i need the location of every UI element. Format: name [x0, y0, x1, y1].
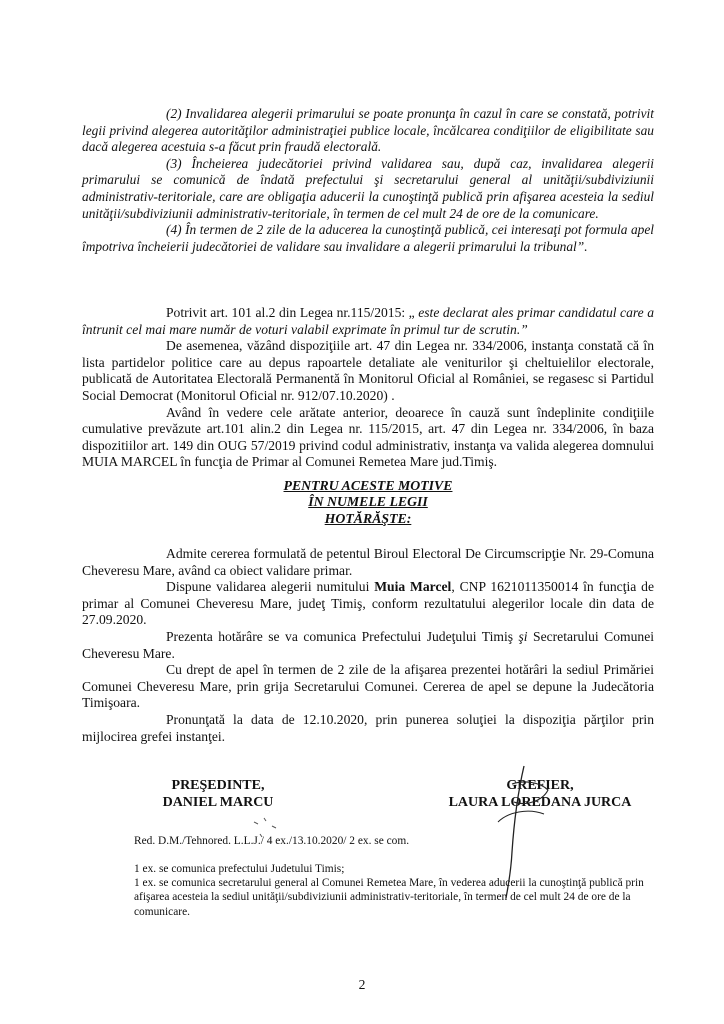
motives-heading: [82, 478, 654, 527]
potrivit-quote: este declarat ales primar candidatul care a întrunit cel mai mare număr de voturi valabil exprimate în primul tur de scrutin.”: [82, 305, 654, 337]
potrivit-paragraph: [82, 305, 654, 338]
decision-paragraphs: [82, 546, 654, 745]
dispune-name: Muia Marcel: [374, 579, 452, 595]
motives-line-3: HOTĂRĂŞTE:: [324, 510, 412, 526]
law-quote-paragraphs: [82, 106, 654, 255]
clerk-title: GREFIER,: [506, 778, 574, 793]
president-name: DANIEL MARCU: [162, 795, 274, 810]
dispune-paragraph: [82, 579, 654, 629]
clerk-name: LAURA LOREDANA JURCA: [448, 795, 632, 810]
avand-paragraph: Având în vedere cele arătate anterior, deoarece în cauză sunt îndeplinite condiţiile cumulative prevăzute art.101 alin.2 din Legea nr. 115/2015, art. 47 din Legea nr. 334/2006, în baza dispozitiilor art. 149 din OUG 57/2019 privind codul administrativ, instanţa va valida alegerea domnului MUIA MARCEL în funcţia de Primar al Comunei Remetea Mare jud.Timiş.: [82, 404, 654, 470]
reasoning-paragraphs: [82, 305, 654, 471]
motives-line-2: ÎN NUMELE LEGII: [308, 494, 428, 510]
law-paragraph-3: (3) Încheierea judecătoriei privind validarea sau, după caz, invalidarea alegerii primarului se comunică de îndată prefectului şi secretarului general al unităţii/subdiviziunii administrativ-teritoriale, care are obligaţia aducerii la cunoştinţă publică prin afişarea acesteia la sediul unităţii/subdiviziunii administrativ-teritoriale, în termen de cel mult 24 de ore de la comunicare.: [82, 155, 654, 221]
redactare-line: Red. D.M./Tehnored. L.L.J./ 4 ex./13.10.2020/ 2 ex. se com.: [134, 835, 410, 847]
apel-paragraph: Cu drept de apel în termen de 2 zile de la afişarea prezentei hotărâri la sediul Primăriei Comunei Cheveresu Mare, prin grija Secretarului Comunei. Cererea de apel se depune la Judecătoria Timişoara.: [82, 662, 654, 711]
dispune-suffix: , CNP 1621011350014 în funcţia de primar al Comunei Cheveresu Mare, judeţ Timiş, conform rezultatului alegerilor locale din data de 27.09.2020.: [82, 579, 654, 628]
comunica-paragraph: [82, 629, 654, 662]
asemenea-paragraph: De asemenea, văzând dispoziţiile art. 47 din Legea nr. 334/2006, instanţa constată că în lista partidelor politice care au depus rapoartele detaliate ale veniturilor şi cheltuielilor electorale, publicată de Autoritatea Electorală Permanentă în Monitorul Oficial al României, se regasesc si Partidul Social Democrat (Monitorul Oficial nr. 912/07.10.2020) .: [82, 338, 654, 403]
pronuntata-paragraph: Pronunţată la data de 12.10.2020, prin punerea soluţiei la dispoziţia părţilor prin mijlocirea grefei instanţei.: [82, 711, 654, 744]
comunica-si: şi: [518, 628, 528, 644]
communication-notes: [134, 862, 654, 919]
note-secretar: 1 ex. se comunica secretarului general al Comunei Remetea Mare, în vederea aducerii la cunoştinţă publică prin afişarea acesteia la sediul unităţii/subdiviziunii administrativ-teritoriale, în termen de cel mult 24 de ore de la comunicare.: [134, 877, 644, 918]
president-signature-block: [128, 777, 308, 811]
page-number: 2: [358, 977, 366, 992]
comunica-suffix: Secretarului Comunei Cheveresu Mare.: [82, 628, 654, 661]
potrivit-prefix: Potrivit art. 101 al.2 din Legea nr.115/2015: „: [166, 305, 415, 320]
motives-line-1: PENTRU ACESTE MOTIVE: [283, 478, 453, 493]
law-paragraph-4: (4) În termen de 2 zile de la aducerea la cunoştinţă publică, cei interesaţi pot formula apel împotriva încheierii judecătoriei de validare sau invalidare a alegerii primarului la tribunal”.: [82, 222, 654, 254]
admite-paragraph: Admite cererea formulată de petentul Biroul Electoral De Circumscripţie Nr. 29-Comuna Cheveresu Mare, având ca obiect validare primar.: [82, 546, 654, 578]
president-title: PREŞEDINTE,: [171, 778, 265, 793]
comunica-prefix: Prezenta hotărâre se va comunica Prefectului Judeţului Timiş: [166, 628, 519, 644]
note-prefect: 1 ex. se comunica prefectului Judetului Timis;: [134, 863, 345, 875]
dispune-prefix: Dispune validarea alegerii numitului: [166, 579, 375, 595]
law-paragraph-2: (2) Invalidarea alegerii primarului se poate pronunţa în cazul în care se constată, potrivit legii privind alegerea autorităţilor administraţiei publice locale, încălcarea condiţiilor de eligibilitate sau dacă alegerea acestuia s-a făcut prin fraudă electorală.: [82, 106, 654, 155]
